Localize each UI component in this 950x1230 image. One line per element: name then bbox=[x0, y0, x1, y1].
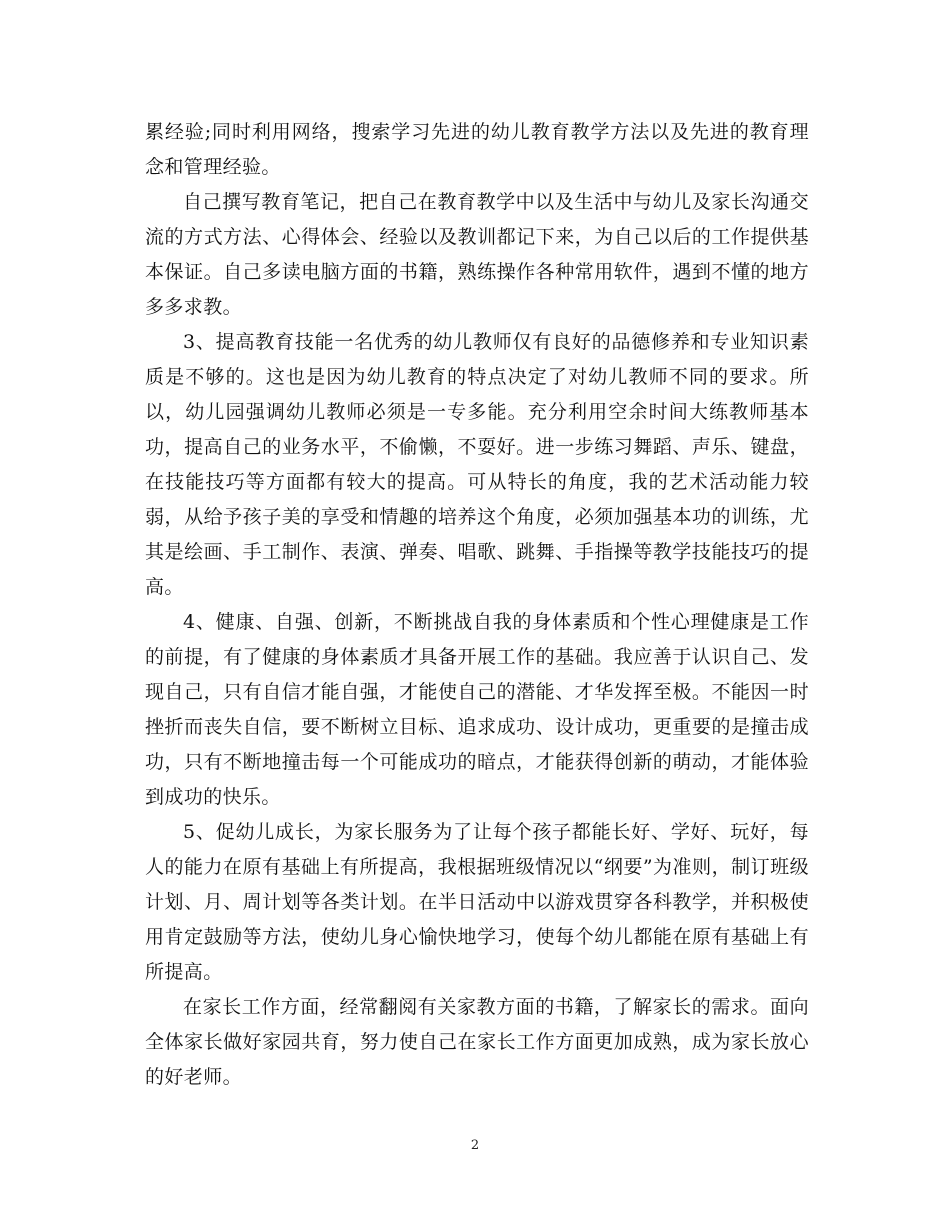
page-number: 2 bbox=[470, 1138, 480, 1153]
paragraph-6: 在家长工作方面，经常翻阅有关家教方面的书籍，了解家长的需求。面向全体家长做好家园共育，努力使自己在家长工作方面更加成熟，成为家长放心的好老师。 bbox=[145, 996, 809, 1088]
paragraph-1: 累经验;同时利用网络，搜索学习先进的幼儿教育教学方法以及先进的教育理念和管理经验。 bbox=[145, 121, 809, 178]
body-text bbox=[145, 115, 809, 1095]
paragraph-2: 自己撰写教育笔记，把自己在教育教学中以及生活中与幼儿及家长沟通交流的方式方法、心得体会、经验以及教训都记下来，为自己以后的工作提供基本保证。自己多读电脑方面的书籍，熟练操作各种常用软件，遇到不懂的地方多多求教。 bbox=[145, 191, 809, 318]
paragraph-4: 4、健康、自强、创新，不断挑战自我的身体素质和个性心理健康是工作的前提，有了健康的身体素质才具备开展工作的基础。我应善于认识自己、发现自己，只有自信才能自强，才能使自己的潜能、才华发挥至极。不能因一时挫折而丧失自信，要不断树立目标、追求成功、设计成功，更重要的是撞击成功，只有不断地撞击每一个可能成功的暗点，才能获得创新的萌动，才能体验到成功的快乐。 bbox=[145, 611, 809, 808]
paragraph-5: 5、促幼儿成长，为家长服务为了让每个孩子都能长好、学好、玩好，每人的能力在原有基础上有所提高，我根据班级情况以“纲要”为准则，制订班级计划、月、周计划等各类计划。在半日活动中以游戏贯穿各科教学，并积极使用肯定鼓励等方法，使幼儿身心愉快地学习，使每个幼儿都能在原有基础上有所提高。 bbox=[145, 821, 809, 983]
paragraph-3: 3、提高教育技能一名优秀的幼儿教师仅有良好的品德修养和专业知识素质是不够的。这也是因为幼儿教育的特点决定了对幼儿教师不同的要求。所以，幼儿园强调幼儿教师必须是一专多能。充分利用空余时间大练教师基本功，提高自己的业务水平，不偷懒，不耍好。进一步练习舞蹈、声乐、键盘，在技能技巧等方面都有较大的提高。可从特长的角度，我的艺术活动能力较弱，从给予孩子美的享受和情趣的培养这个角度，必须加强基本功的训练，尤其是绘画、手工制作、表演、弹奏、唱歌、跳舞、手指操等教学技能技巧的提高。 bbox=[145, 331, 809, 598]
